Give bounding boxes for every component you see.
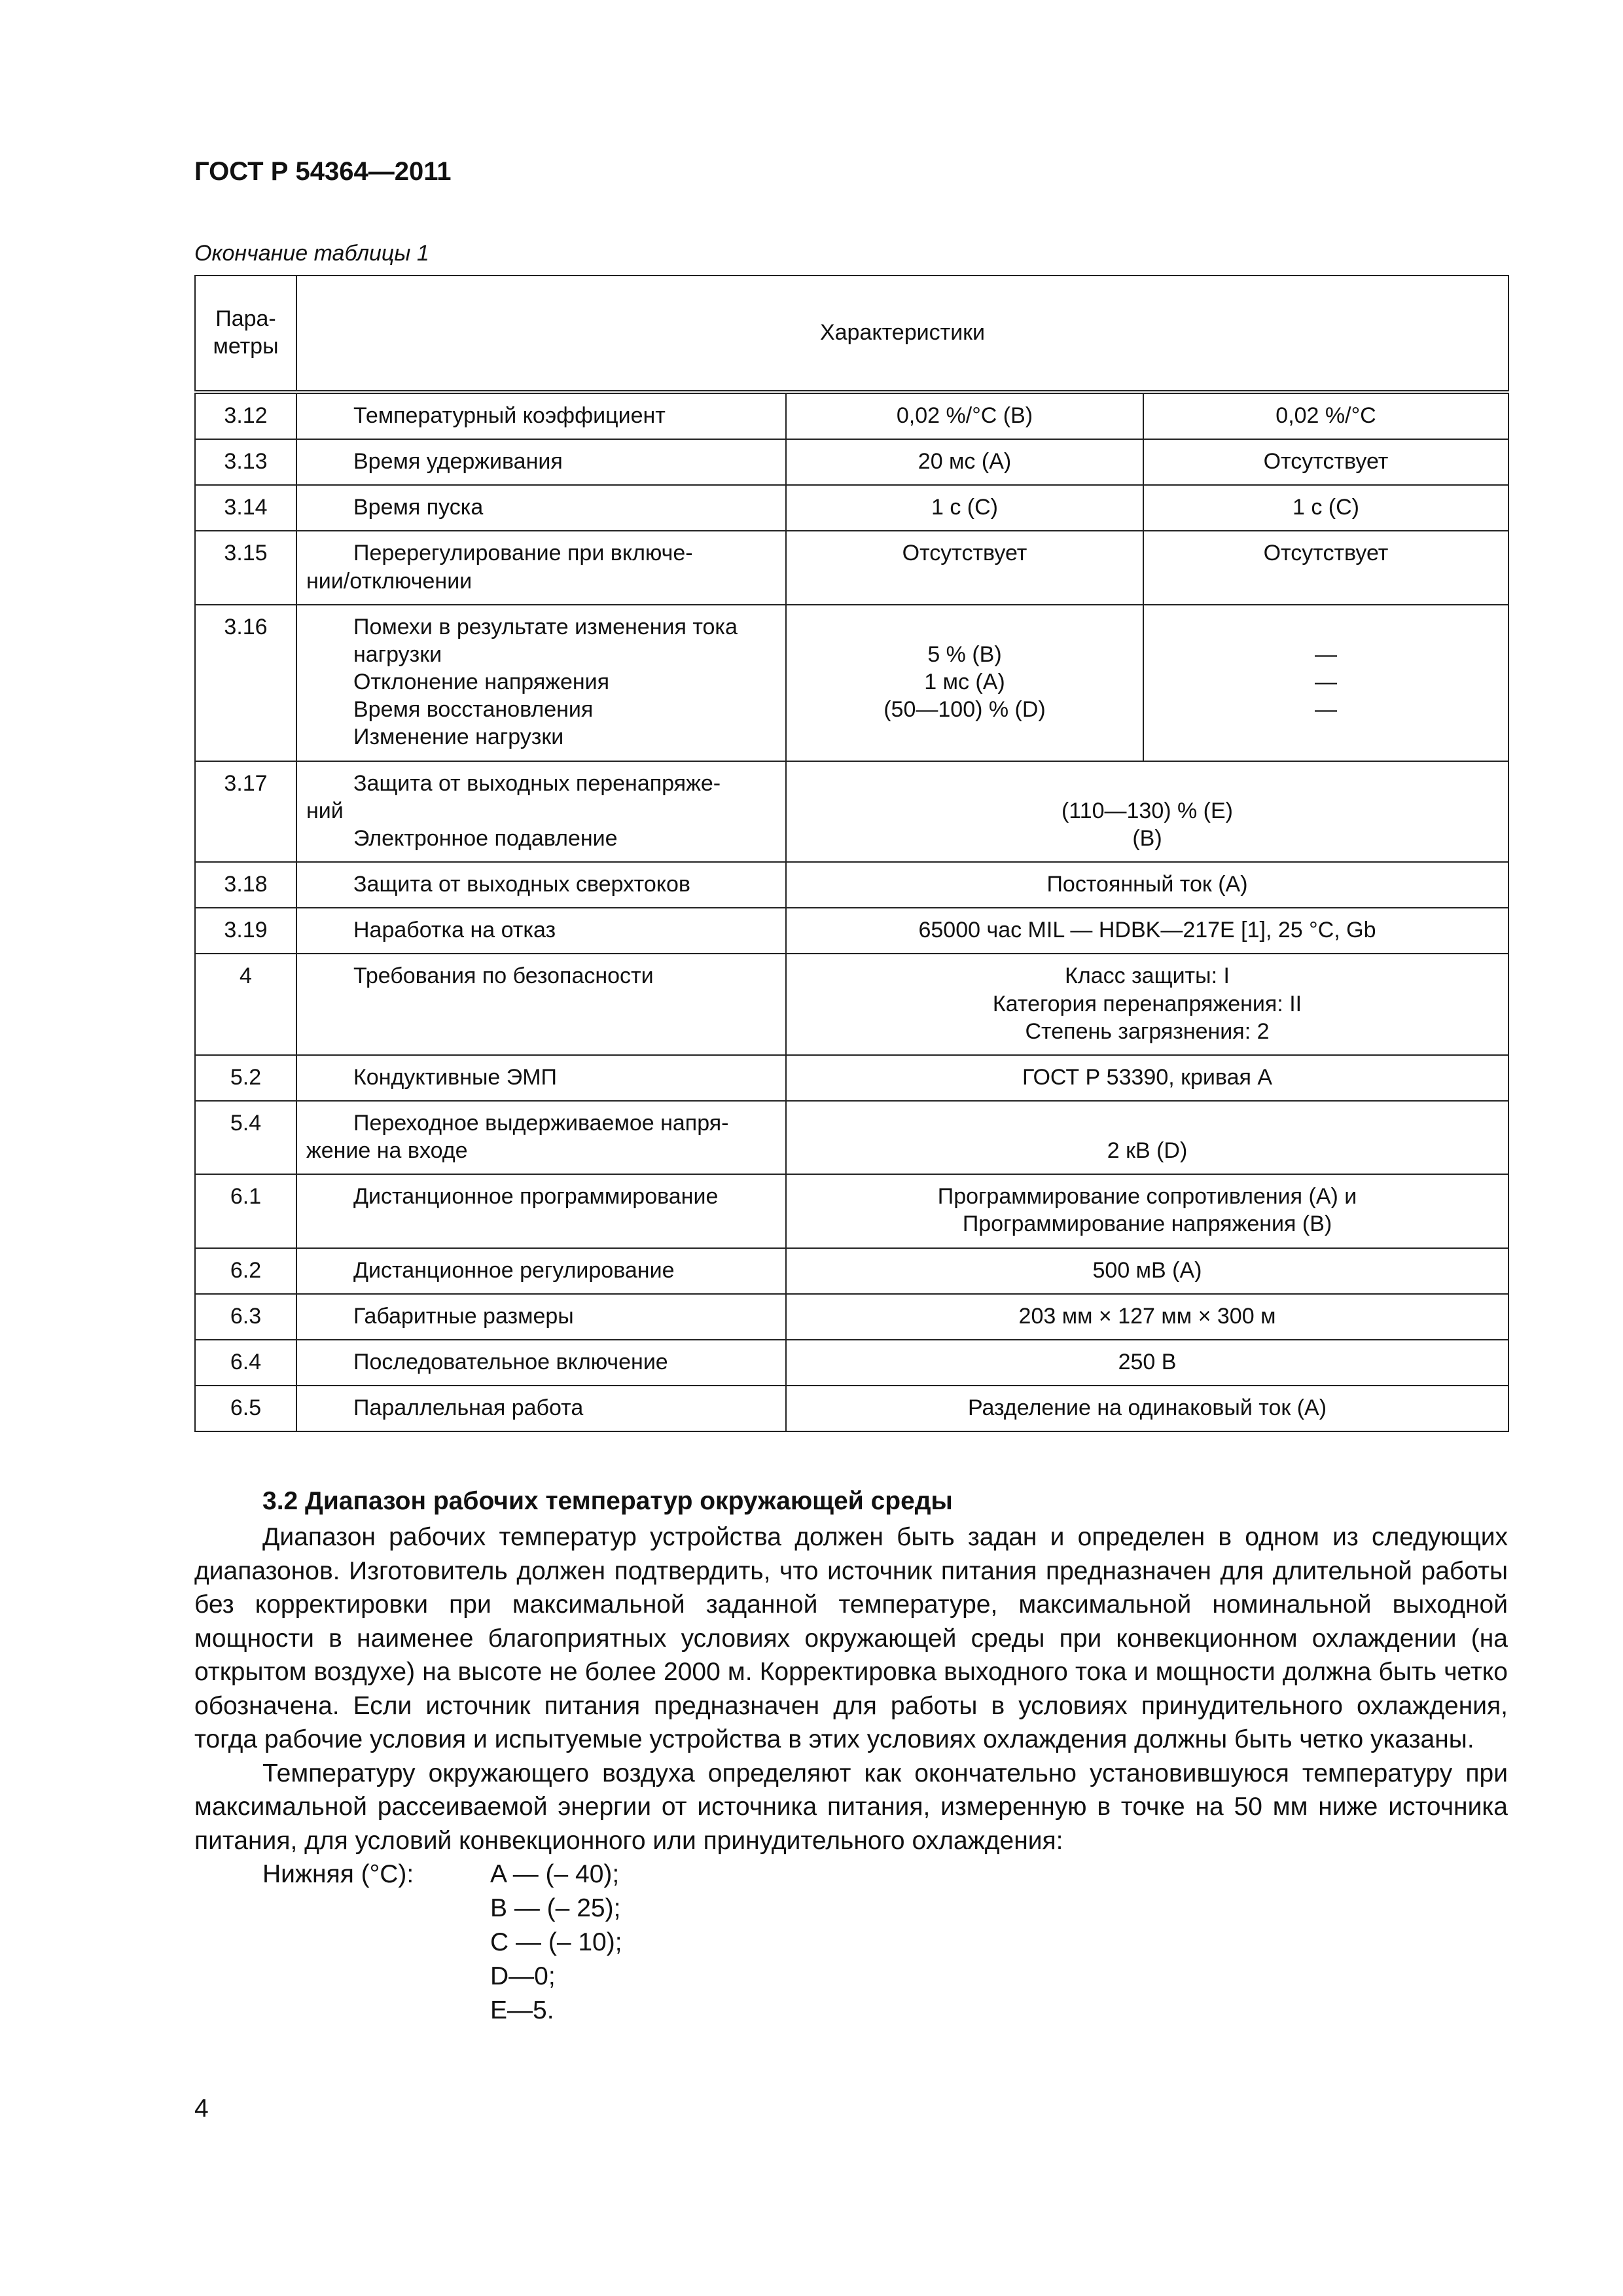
- characteristic-value-cell: [1143, 531, 1508, 604]
- lower-temperature-label: Нижняя (°C):: [262, 1860, 414, 1889]
- parameter-name-line: Требования по безопасности: [353, 963, 654, 989]
- parameter-name-line: Дистанционное программирование: [353, 1184, 719, 1210]
- characteristic-value-line: Отсутствует: [1263, 449, 1389, 475]
- characteristic-value-line: Программирование сопротивления (A) и: [937, 1184, 1357, 1210]
- characteristic-value-line: ГОСТ Р 53390, кривая А: [1022, 1064, 1273, 1090]
- table-caption: Окончание таблицы 1: [194, 241, 429, 266]
- characteristic-value-cell: [1143, 605, 1508, 761]
- characteristic-value-cell: [786, 485, 1143, 531]
- table-row: [195, 1340, 1508, 1386]
- characteristic-value-line: 20 мс (A): [918, 449, 1012, 475]
- table-row: [195, 761, 1508, 862]
- parameter-name-cell: [296, 1248, 786, 1294]
- characteristic-value-cell: [786, 392, 1143, 439]
- characteristic-value-line: Отсутствует: [1263, 541, 1389, 566]
- characteristic-value-cell: [1143, 485, 1508, 531]
- parameter-name-cell: [296, 1101, 786, 1174]
- lower-temperature-list: [194, 1857, 1508, 2028]
- characteristic-value-cell: [786, 954, 1508, 1054]
- param-number-cell: 3.13: [195, 439, 296, 485]
- table-row: [195, 392, 1508, 439]
- table-row: [195, 1248, 1508, 1294]
- characteristic-value-line: —: [1315, 669, 1337, 694]
- parameter-name-cell: [296, 605, 786, 761]
- characteristic-value-line: Категория перенапряжения: II: [992, 991, 1302, 1016]
- parameter-name-line: Последовательное включение: [353, 1349, 668, 1374]
- characteristic-value-line: Постоянный ток (A): [1046, 872, 1248, 897]
- parameter-name-line: Параллельная работа: [353, 1395, 584, 1421]
- table-row: [195, 1055, 1508, 1101]
- parameter-name-line: Время удерживания: [353, 449, 563, 475]
- section-3-2: [194, 1484, 1508, 2028]
- parameter-name-cell: [296, 392, 786, 439]
- characteristic-value-line: 1 с (C): [931, 495, 998, 520]
- parameter-name-cell: [296, 1340, 786, 1386]
- characteristic-value-line: (110—130) % (E): [1061, 798, 1234, 823]
- table-row: [195, 485, 1508, 531]
- characteristic-value-cell: [786, 862, 1508, 908]
- table-row: [195, 439, 1508, 485]
- table-row: [195, 862, 1508, 908]
- characteristic-value-cell: [786, 1340, 1508, 1386]
- table-row: [195, 1174, 1508, 1247]
- characteristic-value-cell: [786, 1386, 1508, 1431]
- parameter-name-line: Время восстановления: [353, 697, 594, 723]
- characteristic-value-line: Класс защиты: I: [1065, 963, 1230, 989]
- characteristic-value-line: —: [1315, 697, 1337, 723]
- parameter-name-line: Отклонение напряжения: [353, 670, 610, 695]
- parameter-name-line: ний: [306, 798, 344, 823]
- param-number-cell: 5.4: [195, 1101, 296, 1174]
- characteristic-value-cell: [786, 1174, 1508, 1247]
- lower-temperature-value: B — (– 25);: [490, 1894, 621, 1923]
- lower-temperature-value: C — (– 10);: [490, 1928, 622, 1957]
- characteristic-value-line: Программирование напряжения (B): [962, 1211, 1332, 1237]
- cell-spacer: [1153, 613, 1499, 641]
- characteristic-value-line: Степень загрязнения: 2: [1025, 1018, 1270, 1044]
- param-number-cell: 6.3: [195, 1294, 296, 1340]
- parameter-name-line: Помехи в результате изменения тока: [353, 614, 738, 639]
- table-row: [195, 1294, 1508, 1340]
- cell-spacer: [796, 770, 1499, 797]
- parameter-name-cell: [296, 908, 786, 954]
- param-number-cell: 6.2: [195, 1248, 296, 1294]
- characteristic-value-line: Отсутствует: [902, 541, 1027, 566]
- paragraph-1: Диапазон рабочих температур устройства должен быть задан и определен в одном из следующих диапазонов. Изготовитель должен подтвердить, что источник питания предназначен для длительной работы без корректировки при максимальной заданной температуре, максимальной номинальной выходной мощности в наименее благоприятных условиях окружающей среды при конвекционном охлаждении (на открытом воздухе) на высоте не более 2000 м. Корректировка выходного тока и мощности должна быть четко обозначена. Если источник питания предназначен для работы в условиях принудительного охлаждения, тогда рабочие условия и испытуемые устройства в этих условиях охлаждения должны быть четко указаны.: [194, 1523, 1508, 1754]
- parameter-name-line: Кондуктивные ЭМП: [353, 1064, 557, 1090]
- table-row: [195, 908, 1508, 954]
- parameter-name-line: Изменение нагрузки: [353, 725, 564, 750]
- parameter-name-line: жение на входе: [306, 1138, 468, 1164]
- characteristic-value-cell: [786, 1101, 1508, 1174]
- parameter-name-line: Дистанционное регулирование: [353, 1257, 675, 1283]
- characteristic-value-line: (B): [1132, 825, 1162, 851]
- characteristic-value-line: Разделение на одинаковый ток (A): [967, 1395, 1327, 1421]
- param-number-cell: 6.1: [195, 1174, 296, 1247]
- parameter-name-cell: [296, 1386, 786, 1431]
- characteristic-value-line: 65000 час MIL — HDBK—217E [1], 25 °C, Gb: [918, 918, 1376, 943]
- lower-temperature-value: A — (– 40);: [490, 1860, 620, 1889]
- characteristic-value-line: (50—100) % (D): [883, 697, 1046, 723]
- column-header-characteristics: Характеристики: [296, 276, 1508, 392]
- parameter-name-line: Защита от выходных перенапряже-: [353, 770, 721, 796]
- parameter-name-line: Переходное выдерживаемое напря-: [353, 1110, 729, 1136]
- parameter-name-cell: [296, 485, 786, 531]
- cell-spacer: [796, 613, 1133, 641]
- parameter-name-cell: [296, 1174, 786, 1247]
- parameter-name-line: Время пуска: [353, 495, 484, 520]
- parameter-name-cell: [296, 761, 786, 862]
- parameter-name-line: Электронное подавление: [353, 825, 618, 851]
- lower-temperature-value: D—0;: [490, 1962, 556, 1991]
- characteristic-value-cell: [1143, 392, 1508, 439]
- characteristic-value-line: 1 мс (A): [924, 669, 1005, 694]
- table-row: [195, 531, 1508, 604]
- parameter-name-cell: [296, 531, 786, 604]
- param-number-cell: 6.4: [195, 1340, 296, 1386]
- param-number-cell: 3.17: [195, 761, 296, 862]
- column-header-params: Пара- метры: [195, 276, 296, 392]
- characteristic-value-line: 500 мВ (A): [1092, 1257, 1202, 1283]
- characteristic-value-line: 250 В: [1118, 1349, 1177, 1374]
- parameter-name-line: Габаритные размеры: [353, 1303, 574, 1329]
- parameter-name-line: нагрузки: [353, 641, 442, 667]
- characteristic-value-line: 2 кВ (D): [1107, 1138, 1188, 1163]
- table-row: [195, 605, 1508, 761]
- characteristic-value-cell: [786, 1055, 1508, 1101]
- parameter-name-cell: [296, 1294, 786, 1340]
- parameter-name-line: Защита от выходных сверхтоков: [353, 872, 690, 897]
- parameter-name-line: Температурный коэффициент: [353, 403, 666, 428]
- table-row: [195, 1101, 1508, 1174]
- table-row: [195, 954, 1508, 1054]
- parameters-table: [194, 275, 1509, 1432]
- parameter-name-line: нии/отключении: [306, 568, 473, 594]
- characteristic-value-cell: [786, 1248, 1508, 1294]
- param-number-cell: 3.19: [195, 908, 296, 954]
- param-number-cell: 3.14: [195, 485, 296, 531]
- param-number-cell: 3.15: [195, 531, 296, 604]
- table-row: [195, 1386, 1508, 1431]
- param-number-cell: 6.5: [195, 1386, 296, 1431]
- parameter-name-line: Перерегулирование при включе-: [353, 541, 693, 566]
- characteristic-value-cell: [786, 439, 1143, 485]
- cell-spacer: [796, 1109, 1499, 1137]
- table-header-row: [195, 276, 1508, 392]
- characteristic-value-line: 0,02 %/°C: [1275, 403, 1376, 428]
- param-number-cell: 5.2: [195, 1055, 296, 1101]
- characteristic-value-line: 0,02 %/°C (B): [896, 403, 1033, 428]
- param-number-cell: 3.12: [195, 392, 296, 439]
- characteristic-value-cell: [786, 761, 1508, 862]
- parameter-name-cell: [296, 954, 786, 1054]
- characteristic-value-cell: [786, 908, 1508, 954]
- parameter-name-line: Наработка на отказ: [353, 918, 556, 943]
- paragraph-2: Температуру окружающего воздуха определяют как окончательно установившуюся температуру при максимальной рассеиваемой энергии от источника питания, измеренную в точке на 50 мм ниже источника питания, для условий конвекционного или принудительного охлаждения:: [194, 1759, 1508, 1855]
- param-number-cell: 4: [195, 954, 296, 1054]
- characteristic-value-cell: [1143, 439, 1508, 485]
- characteristic-value-cell: [786, 531, 1143, 604]
- characteristic-value-cell: [786, 605, 1143, 761]
- characteristic-value-line: —: [1315, 641, 1337, 667]
- characteristic-value-cell: [786, 1294, 1508, 1340]
- document-code: ГОСТ Р 54364—2011: [194, 157, 452, 186]
- characteristic-value-line: 203 мм × 127 мм × 300 м: [1018, 1303, 1276, 1329]
- parameter-name-cell: [296, 439, 786, 485]
- page-number: 4: [194, 2094, 209, 2123]
- characteristic-value-line: 1 с (C): [1293, 495, 1359, 520]
- parameter-name-cell: [296, 862, 786, 908]
- section-heading: 3.2 Диапазон рабочих температур окружающей среды: [262, 1487, 953, 1515]
- param-number-cell: 3.18: [195, 862, 296, 908]
- param-number-cell: 3.16: [195, 605, 296, 761]
- parameter-name-cell: [296, 1055, 786, 1101]
- lower-temperature-value: E—5.: [490, 1996, 554, 2025]
- characteristic-value-line: 5 % (B): [927, 641, 1002, 667]
